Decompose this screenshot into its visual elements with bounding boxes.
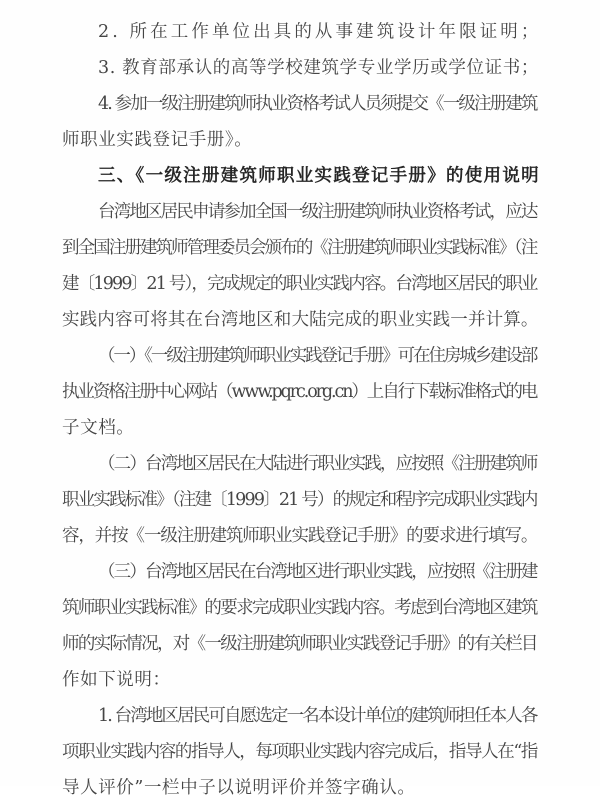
- text-line: 师职业实践登记手册》。: [62, 130, 253, 150]
- text-line: 导人评价”一栏中子以说明评价并签字确认。: [62, 778, 416, 798]
- numbered-item-2: [62, 14, 542, 50]
- paragraph-clause-1: [62, 338, 539, 446]
- numbered-item-4: [62, 86, 539, 158]
- text-line: （一）《一级注册建筑师职业实践登记手册》可在住房城乡建设部: [98, 346, 537, 366]
- paragraph-clause-3: [62, 554, 539, 698]
- paragraph-clause-2: [62, 446, 539, 554]
- text-line: 职业实践标准》（注建〔1999〕21 号）的规定和程序完成职业实践内: [62, 490, 537, 510]
- text-line: 筑师职业实践标准》的要求完成职业实践内容。考虑到台湾地区建筑: [62, 598, 537, 618]
- text-line: 3. 教育部承认的高等学校建筑学专业学历或学位证书；: [98, 58, 540, 78]
- text-line: 2. 所在工作单位出具的从事建筑设计年限证明；: [98, 22, 542, 42]
- text-line: 4. 参加一级注册建筑师执业资格考试人员须提交《一级注册建筑: [98, 94, 537, 114]
- text-line: 1. 台湾地区居民可自愿选定一名本设计单位的建筑师担任本人各: [98, 706, 537, 726]
- text-line: （三）台湾地区居民在台湾地区进行职业实践，应按照《注册建: [98, 562, 537, 582]
- section-heading-3: [62, 158, 539, 194]
- numbered-item-3: [62, 50, 539, 86]
- text-line-with-url: 执业资格注册中心网站（www.pqrc.org.cn）上自行下载标准格式的电: [62, 382, 537, 402]
- text-line: 师的实际情况，对《一级注册建筑师职业实践登记手册》的有关栏目: [62, 634, 537, 654]
- text-line: 子文档。: [62, 418, 135, 438]
- page-heading: 三、《一级注册建筑师职业实践登记手册》的使用说明: [98, 166, 540, 186]
- numbered-sub-item-1: [62, 698, 539, 806]
- text-line: 作如下说明：: [62, 670, 171, 690]
- text-line: 建〔1999〕21 号），完成规定的职业实践内容。台湾地区居民的职业: [62, 274, 537, 294]
- text-line: （二）台湾地区居民在大陆进行职业实践，应按照《注册建筑师: [98, 454, 537, 474]
- text-line: 台湾地区居民申请参加全国一级注册建筑师执业资格考试，应达: [98, 202, 537, 222]
- text-line: 容，并按《一级注册建筑师职业实践登记手册》的要求进行填写。: [62, 526, 538, 546]
- text-line: 项职业实践内容的指导人，每项职业实践内容完成后，指导人在“指: [62, 742, 538, 762]
- text-line: 到全国注册建筑师管理委员会颁布的《注册建筑师职业实践标准》（注: [62, 238, 537, 258]
- paragraph-intro: [62, 194, 539, 338]
- text-column: [62, 14, 542, 806]
- text-line: 实践内容可将其在台湾地区和大陆完成的职业实践一并计算。: [62, 310, 539, 330]
